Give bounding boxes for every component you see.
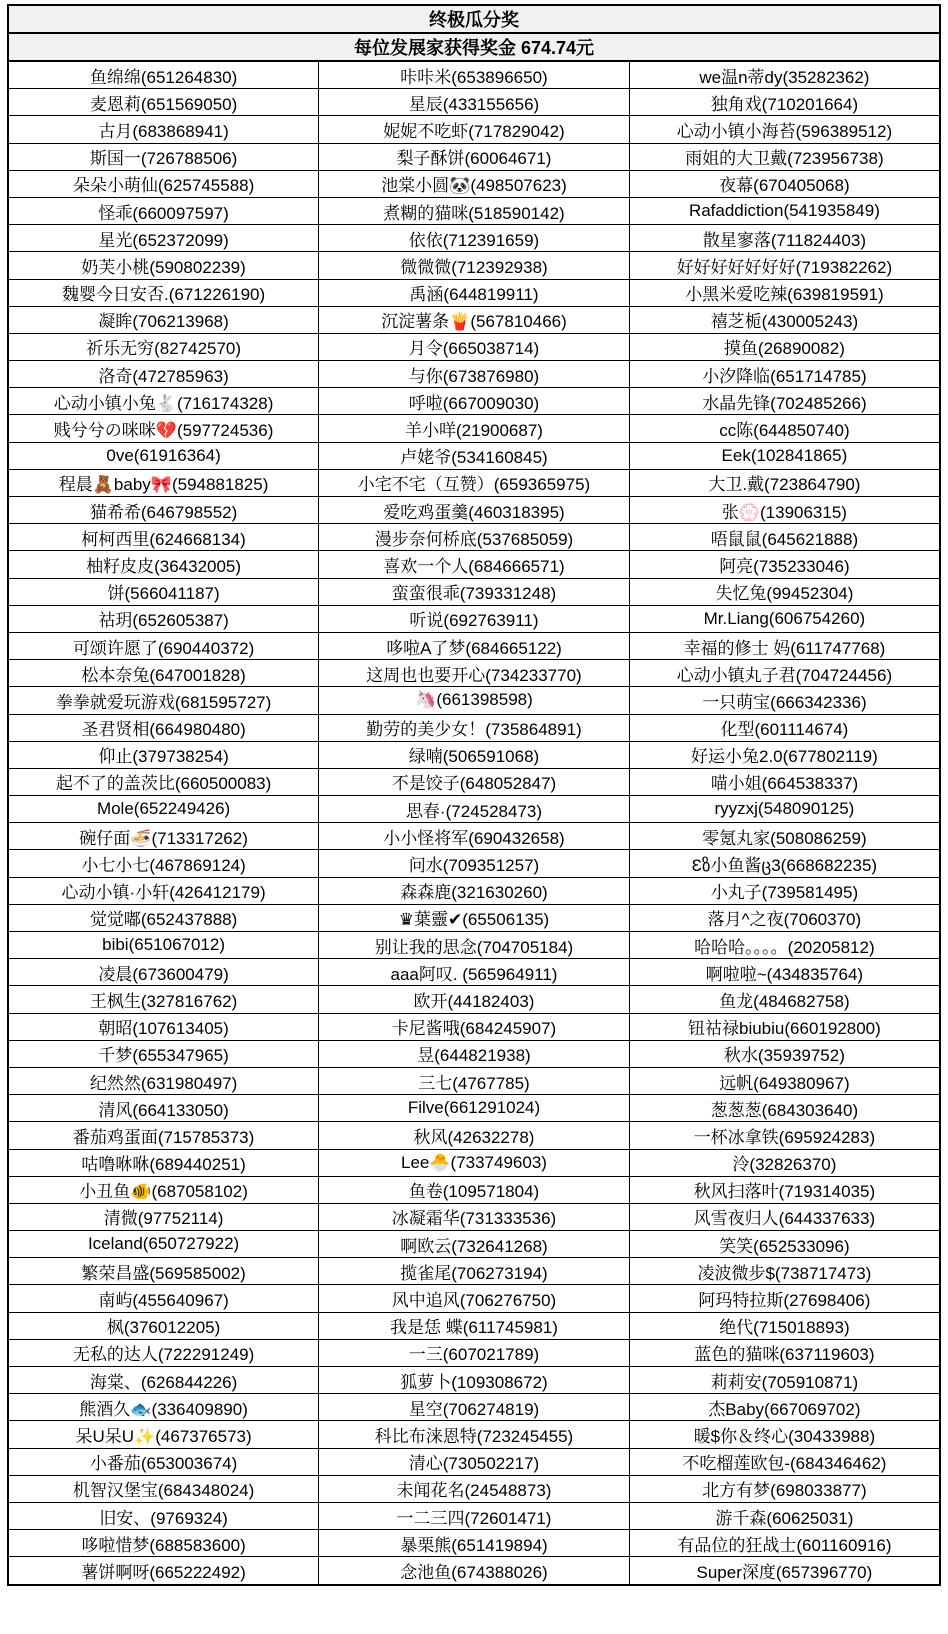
entry-cell: 薯饼啊呀(665222492) bbox=[8, 1557, 319, 1585]
table-row bbox=[8, 1421, 940, 1448]
table-row bbox=[8, 1394, 940, 1421]
entry-cell: 奶芙小桃(590802239) bbox=[8, 252, 319, 279]
entry-cell: 不是饺子(648052847) bbox=[319, 768, 630, 795]
entry-cell: 好运小兔2.0(677802119) bbox=[629, 741, 940, 768]
entry-cell: 饼(566041187) bbox=[8, 578, 319, 605]
entry-cell: 张💮(13906315) bbox=[629, 497, 940, 524]
entry-cell: 微微微(712392938) bbox=[319, 252, 630, 279]
entry-cell: 依依(712391659) bbox=[319, 225, 630, 252]
table-row bbox=[8, 959, 940, 986]
entry-cell: 零氪丸家(508086259) bbox=[629, 823, 940, 850]
table-row bbox=[8, 1367, 940, 1394]
entry-cell: 凌晨(673600479) bbox=[8, 959, 319, 986]
table-row bbox=[8, 1040, 940, 1067]
table-row bbox=[8, 796, 940, 823]
entry-cell: 星辰(433155656) bbox=[319, 89, 630, 116]
entry-cell: 爱吃鸡蛋羹(460318395) bbox=[319, 497, 630, 524]
table-row bbox=[8, 1339, 940, 1366]
table-row bbox=[8, 252, 940, 279]
entry-cell: 心动小镇小海苔(596389512) bbox=[629, 116, 940, 143]
entry-cell: cc陈(644850740) bbox=[629, 415, 940, 442]
entry-cell: 思春·(724528473) bbox=[319, 796, 630, 823]
entry-cell: 怪乖(660097597) bbox=[8, 197, 319, 224]
entry-cell: 小黑米爱吃辣(639819591) bbox=[629, 279, 940, 306]
title-row bbox=[8, 5, 940, 33]
entry-cell: 好好好好好好好(719382262) bbox=[629, 252, 940, 279]
entry-cell: Iceland(650727922) bbox=[8, 1231, 319, 1258]
entry-cell: 觉觉嘟(652437888) bbox=[8, 904, 319, 931]
entry-cell: 小宅不宅（互赞）(659365975) bbox=[319, 469, 630, 496]
prize-amount-subtitle: 每位发展家获得奖金 674.74元 bbox=[8, 33, 940, 61]
entry-cell: 摸鱼(26890082) bbox=[629, 333, 940, 360]
table-row bbox=[8, 1448, 940, 1475]
entry-cell: Mole(652249426) bbox=[8, 796, 319, 823]
entry-cell: 圣君贤相(664980480) bbox=[8, 714, 319, 741]
entry-cell: 狐萝卜(109308672) bbox=[319, 1367, 630, 1394]
entry-cell: 洛奇(472785963) bbox=[8, 361, 319, 388]
table-row bbox=[8, 1013, 940, 1040]
table-row bbox=[8, 1176, 940, 1203]
entry-cell: 化型(601114674) bbox=[629, 714, 940, 741]
entry-cell: 可颂许愿了(690440372) bbox=[8, 632, 319, 659]
entry-cell: 我是恁 蝶(611745981) bbox=[319, 1312, 630, 1339]
table-row bbox=[8, 1067, 940, 1094]
entry-cell: 小汐降临(651714785) bbox=[629, 361, 940, 388]
entry-cell: 鱼绵绵(651264830) bbox=[8, 61, 319, 89]
entry-cell: aaa阿叹. (565964911) bbox=[319, 959, 630, 986]
table-row bbox=[8, 1312, 940, 1339]
table-body bbox=[8, 61, 940, 1585]
entry-cell: 不吃榴莲欧包-(684346462) bbox=[629, 1448, 940, 1475]
entry-cell: 心动小镇·小轩(426412179) bbox=[8, 877, 319, 904]
page-title: 终极瓜分奖 bbox=[8, 5, 940, 33]
table-row bbox=[8, 578, 940, 605]
entry-cell: 程晨🧸baby🎀(594881825) bbox=[8, 469, 319, 496]
entry-cell: 揽雀尾(706273194) bbox=[319, 1258, 630, 1285]
entry-cell: 沉淀薯条🍟(567810466) bbox=[319, 306, 630, 333]
table-row bbox=[8, 197, 940, 224]
entry-cell: 繁荣昌盛(569585002) bbox=[8, 1258, 319, 1285]
entry-cell: 海棠、(626844226) bbox=[8, 1367, 319, 1394]
entry-cell: 清微(97752114) bbox=[8, 1203, 319, 1230]
entry-cell: 散星寥落(711824403) bbox=[629, 225, 940, 252]
table-row bbox=[8, 524, 940, 551]
entry-cell: 莉莉安(705910871) bbox=[629, 1367, 940, 1394]
table-row bbox=[8, 333, 940, 360]
entry-cell: 小番茄(653003674) bbox=[8, 1448, 319, 1475]
entry-cell: 咕噜咻咻(689440251) bbox=[8, 1149, 319, 1176]
table-row bbox=[8, 823, 940, 850]
entry-cell: 有品位的狂战士(601160916) bbox=[629, 1530, 940, 1557]
entry-cell: 斯国一(726788506) bbox=[8, 143, 319, 170]
entry-cell: 禹涵(644819911) bbox=[319, 279, 630, 306]
entry-cell: 唔鼠鼠(645621888) bbox=[629, 524, 940, 551]
entry-cell: 绿喃(506591068) bbox=[319, 741, 630, 768]
entry-cell: 拳拳就爱玩游戏(681595727) bbox=[8, 687, 319, 714]
entry-cell: 小小怪将军(690432658) bbox=[319, 823, 630, 850]
table-row bbox=[8, 442, 940, 469]
entry-cell: 祈乐无穷(82742570) bbox=[8, 333, 319, 360]
table-row bbox=[8, 415, 940, 442]
entry-cell: 落月^之夜(7060370) bbox=[629, 904, 940, 931]
entry-cell: 啊啦啦~(434835764) bbox=[629, 959, 940, 986]
entry-cell: 秋水(35939752) bbox=[629, 1040, 940, 1067]
entry-cell: 勤劳的美少女！(735864891) bbox=[319, 714, 630, 741]
entry-cell: 禧芝栀(430005243) bbox=[629, 306, 940, 333]
entry-cell: 一三(607021789) bbox=[319, 1339, 630, 1366]
entry-cell: 星光(652372099) bbox=[8, 225, 319, 252]
entry-cell: 朵朵小萌仙(625745588) bbox=[8, 170, 319, 197]
entry-cell: 魏婴今日安否.(671226190) bbox=[8, 279, 319, 306]
entry-cell: 与你(673876980) bbox=[319, 361, 630, 388]
entry-cell: 水晶先锋(702485266) bbox=[629, 388, 940, 415]
entry-cell: 科比布涞恩特(723245455) bbox=[319, 1421, 630, 1448]
table-row bbox=[8, 1149, 940, 1176]
entry-cell: bibi(651067012) bbox=[8, 932, 319, 959]
entry-cell: 问水(709351257) bbox=[319, 850, 630, 877]
entry-cell: 蛮蛮很乖(739331248) bbox=[319, 578, 630, 605]
entry-cell: 古月(683868941) bbox=[8, 116, 319, 143]
table-row bbox=[8, 632, 940, 659]
table-row bbox=[8, 850, 940, 877]
entry-cell: 柯柯西里(624668134) bbox=[8, 524, 319, 551]
entry-cell: 凌波微步$(738717473) bbox=[629, 1258, 940, 1285]
subtitle-row bbox=[8, 33, 940, 61]
entry-cell: 心动小镇丸子君(704724456) bbox=[629, 660, 940, 687]
table-row bbox=[8, 687, 940, 714]
entry-cell: 柚籽皮皮(36432005) bbox=[8, 551, 319, 578]
entry-cell: 熊酒久🐟(336409890) bbox=[8, 1394, 319, 1421]
entry-cell: 喵小姐(664538337) bbox=[629, 768, 940, 795]
entry-cell: 咔咔米(653896650) bbox=[319, 61, 630, 89]
entry-cell: 星空(706274819) bbox=[319, 1394, 630, 1421]
entry-cell: 千梦(655347965) bbox=[8, 1040, 319, 1067]
entry-cell: 冰凝霜华(731333536) bbox=[319, 1203, 630, 1230]
entry-cell: ♛葉靈✔(65506135) bbox=[319, 904, 630, 931]
entry-cell: 阿亮(735233046) bbox=[629, 551, 940, 578]
table-row bbox=[8, 877, 940, 904]
entry-cell: 暴栗熊(651419894) bbox=[319, 1530, 630, 1557]
entry-cell: Ɛზ小鱼酱ც3(668682235) bbox=[629, 850, 940, 877]
entry-cell: 🦄(661398598) bbox=[319, 687, 630, 714]
table-row bbox=[8, 497, 940, 524]
entry-cell: 南屿(455640967) bbox=[8, 1285, 319, 1312]
entry-cell: 暖$你＆终心(30433988) bbox=[629, 1421, 940, 1448]
entry-cell: Rafaddiction(541935849) bbox=[629, 197, 940, 224]
entry-cell: 池棠小圆🐼(498507623) bbox=[319, 170, 630, 197]
entry-cell: 泠(32826370) bbox=[629, 1149, 940, 1176]
entry-cell: 北方有梦(698033877) bbox=[629, 1475, 940, 1502]
entry-cell: 风中追风(706276750) bbox=[319, 1285, 630, 1312]
table-row bbox=[8, 1285, 940, 1312]
entry-cell: 雨姐的大卫戴(723956738) bbox=[629, 143, 940, 170]
entry-cell: 呼啦(667009030) bbox=[319, 388, 630, 415]
entry-cell: 蓝色的猫咪(637119603) bbox=[629, 1339, 940, 1366]
entry-cell: 听说(692763911) bbox=[319, 605, 630, 632]
entry-cell: 哈哈哈。。。。(20205812) bbox=[629, 932, 940, 959]
entry-cell: 夜幕(670405068) bbox=[629, 170, 940, 197]
entry-cell: 卢姥爷(534160845) bbox=[319, 442, 630, 469]
entry-cell: 妮妮不吃虾(717829042) bbox=[319, 116, 630, 143]
entry-cell: 未闻花名(24548873) bbox=[319, 1475, 630, 1502]
entry-cell: 小丑鱼🐠(687058102) bbox=[8, 1176, 319, 1203]
table-row bbox=[8, 605, 940, 632]
entry-cell: 碗仔面🍜(713317262) bbox=[8, 823, 319, 850]
entry-cell: 朝昭(107613405) bbox=[8, 1013, 319, 1040]
table-row bbox=[8, 1557, 940, 1585]
entry-cell: 游千森(60625031) bbox=[629, 1502, 940, 1529]
table-row bbox=[8, 279, 940, 306]
entry-cell: 纪然然(631980497) bbox=[8, 1067, 319, 1094]
entry-cell: Eek(102841865) bbox=[629, 442, 940, 469]
table-row bbox=[8, 61, 940, 89]
entry-cell: 啊欧云(732641268) bbox=[319, 1231, 630, 1258]
table-row bbox=[8, 225, 940, 252]
entry-cell: 别让我的思念(704705184) bbox=[319, 932, 630, 959]
entry-cell: Lee🐣(733749603) bbox=[319, 1149, 630, 1176]
entry-cell: we温n蒂dy(35282362) bbox=[629, 61, 940, 89]
entry-cell: 梨子酥饼(60064671) bbox=[319, 143, 630, 170]
entry-cell: 鱼卷(109571804) bbox=[319, 1176, 630, 1203]
entry-cell: 远帆(649380967) bbox=[629, 1067, 940, 1094]
entry-cell: 月令(665038714) bbox=[319, 333, 630, 360]
table-row bbox=[8, 768, 940, 795]
table-row bbox=[8, 932, 940, 959]
entry-cell: 绝代(715018893) bbox=[629, 1312, 940, 1339]
entry-cell: 贱兮兮の咪咪💔(597724536) bbox=[8, 415, 319, 442]
entry-cell: 漫步奈何桥底(537685059) bbox=[319, 524, 630, 551]
entry-cell: 麦恩莉(651569050) bbox=[8, 89, 319, 116]
entry-cell: 喜欢一个人(684666571) bbox=[319, 551, 630, 578]
table-row bbox=[8, 361, 940, 388]
table-row bbox=[8, 388, 940, 415]
table-row bbox=[8, 986, 940, 1013]
entry-cell: 钮祜禄biubiu(660192800) bbox=[629, 1013, 940, 1040]
entry-cell: 小七小七(467869124) bbox=[8, 850, 319, 877]
entry-cell: 清心(730502217) bbox=[319, 1448, 630, 1475]
entry-cell: 机智汉堡宝(684348024) bbox=[8, 1475, 319, 1502]
entry-cell: 哆啦惜梦(688583600) bbox=[8, 1530, 319, 1557]
entry-cell: 森森鹿(321630260) bbox=[319, 877, 630, 904]
entry-cell: 杰Baby(667069702) bbox=[629, 1394, 940, 1421]
entry-cell: 番茄鸡蛋面(715785373) bbox=[8, 1122, 319, 1149]
entry-cell: 旧安、(9769324) bbox=[8, 1502, 319, 1529]
entry-cell: 一杯冰拿铁(695924283) bbox=[629, 1122, 940, 1149]
table-row bbox=[8, 143, 940, 170]
entry-cell: 一只萌宝(666342336) bbox=[629, 687, 940, 714]
table-row bbox=[8, 170, 940, 197]
table-row bbox=[8, 306, 940, 333]
entry-cell: 风雪夜归人(644337633) bbox=[629, 1203, 940, 1230]
entry-cell: 独角戏(710201664) bbox=[629, 89, 940, 116]
entry-cell: 秋风扫落叶(719314035) bbox=[629, 1176, 940, 1203]
entry-cell: 松本奈兔(647001828) bbox=[8, 660, 319, 687]
entry-cell: 阿玛特拉斯(27698406) bbox=[629, 1285, 940, 1312]
prize-table bbox=[7, 4, 941, 1586]
entry-cell: 幸福的修士 妈(611747768) bbox=[629, 632, 940, 659]
table-row bbox=[8, 89, 940, 116]
table-row bbox=[8, 1122, 940, 1149]
entry-cell: 祜玥(652605387) bbox=[8, 605, 319, 632]
entry-cell: 失忆兔(99452304) bbox=[629, 578, 940, 605]
entry-cell: 秋风(42632278) bbox=[319, 1122, 630, 1149]
entry-cell: ryyzxj(548090125) bbox=[629, 796, 940, 823]
entry-cell: 羊小咩(21900687) bbox=[319, 415, 630, 442]
entry-cell: Filve(661291024) bbox=[319, 1095, 630, 1122]
table-row bbox=[8, 1231, 940, 1258]
entry-cell: 欧开(44182403) bbox=[319, 986, 630, 1013]
entry-cell: 枫(376012205) bbox=[8, 1312, 319, 1339]
entry-cell: 凝眸(706213968) bbox=[8, 306, 319, 333]
entry-cell: 0ve(61916364) bbox=[8, 442, 319, 469]
entry-cell: 小丸子(739581495) bbox=[629, 877, 940, 904]
prize-table-header bbox=[8, 5, 940, 61]
entry-cell: 这周也也要开心(734233770) bbox=[319, 660, 630, 687]
entry-cell: 念池鱼(674388026) bbox=[319, 1557, 630, 1585]
table-row bbox=[8, 904, 940, 931]
table-row bbox=[8, 469, 940, 496]
entry-cell: 葱葱葱(684303640) bbox=[629, 1095, 940, 1122]
entry-cell: 一二三四(72601471) bbox=[319, 1502, 630, 1529]
table-row bbox=[8, 714, 940, 741]
entry-cell: 大卫.戴(723864790) bbox=[629, 469, 940, 496]
entry-cell: 心动小镇小兔🐇(716174328) bbox=[8, 388, 319, 415]
entry-cell: 猫希希(646798552) bbox=[8, 497, 319, 524]
entry-cell: 无私的达人(722291249) bbox=[8, 1339, 319, 1366]
table-row bbox=[8, 1095, 940, 1122]
table-row bbox=[8, 1203, 940, 1230]
entry-cell: 三七(4767785) bbox=[319, 1067, 630, 1094]
entry-cell: 煮糊的猫咪(518590142) bbox=[319, 197, 630, 224]
entry-cell: 卡尼酱哦(684245907) bbox=[319, 1013, 630, 1040]
table-row bbox=[8, 1530, 940, 1557]
entry-cell: 起不了的盖茨比(660500083) bbox=[8, 768, 319, 795]
entry-cell: 哆啦A了梦(684665122) bbox=[319, 632, 630, 659]
entry-cell: 笑笑(652533096) bbox=[629, 1231, 940, 1258]
entry-cell: 呆U呆U✨(467376573) bbox=[8, 1421, 319, 1448]
entry-cell: 清风(664133050) bbox=[8, 1095, 319, 1122]
entry-cell: 王枫生(327816762) bbox=[8, 986, 319, 1013]
entry-cell: Mr.Liang(606754260) bbox=[629, 605, 940, 632]
table-row bbox=[8, 1475, 940, 1502]
table-row bbox=[8, 660, 940, 687]
entry-cell: 仰止(379738254) bbox=[8, 741, 319, 768]
entry-cell: 昱(644821938) bbox=[319, 1040, 630, 1067]
table-row bbox=[8, 1258, 940, 1285]
entry-cell: Super深度(657396770) bbox=[629, 1557, 940, 1585]
table-row bbox=[8, 1502, 940, 1529]
table-row bbox=[8, 116, 940, 143]
table-row bbox=[8, 741, 940, 768]
table-row bbox=[8, 551, 940, 578]
entry-cell: 鱼龙(484682758) bbox=[629, 986, 940, 1013]
